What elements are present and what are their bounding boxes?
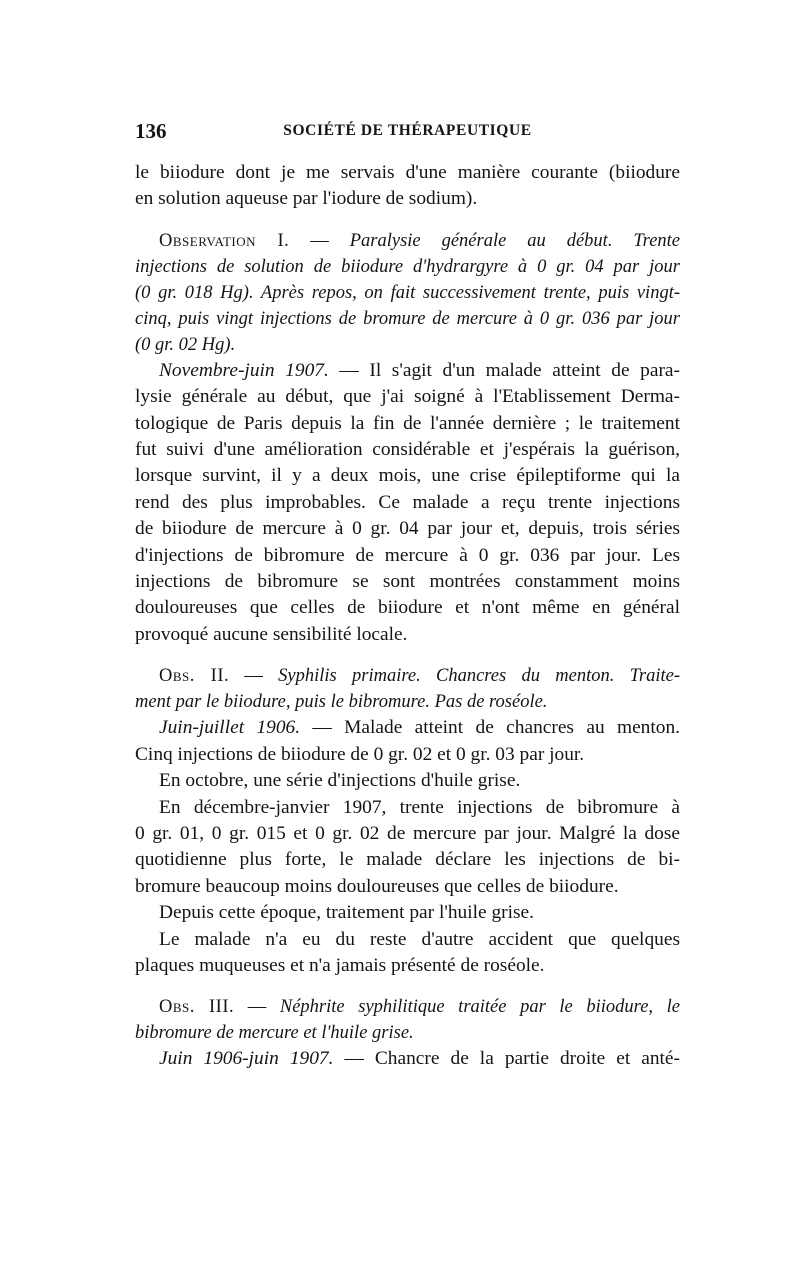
observation-title-line: (0 gr. 018 Hg). Après repos, on fait successivement trente, puis vingt- [135,282,680,303]
text-line: injections de bibromure se sont montrées constamment moins [135,571,680,593]
text-line [135,358,680,384]
observation-3-text [135,1046,680,1072]
observation-date: Juin 1906-juin 1907. [159,1048,334,1070]
text-line: en solution aqueuse par l'iodure de sodium). [135,188,478,210]
intro-paragraph [135,160,680,213]
dash: — [229,666,279,687]
text-line: lorsque survint, il y a deux mois, une crise épileptiforme qui la [135,465,680,487]
text-fragment: En octobre, une série d'injections d'huile grise. [159,770,521,792]
observation-label: Obs. II. [159,666,230,687]
observation-title-line: bibromure de mercure et l'huile grise. [135,1023,414,1044]
observation-date: Juin-juillet 1906. [159,717,301,739]
text-fragment: — Chancre de la partie droite et anté- [333,1048,680,1070]
text-line [135,768,680,794]
text-fragment: Le malade n'a eu du reste d'autre accident que quelques [159,928,680,950]
observation-2-text [135,715,680,979]
text-fragment: Depuis cette époque, traitement par l'huile grise. [159,902,535,924]
text-line: 0 gr. 01, 0 gr. 015 et 0 gr. 02 de mercure par jour. Malgré la dose [135,822,680,844]
observation-1-text [135,358,680,648]
page-number: 136 [135,119,167,143]
observation-1-heading [135,228,680,358]
text-fragment: En décembre-janvier 1907, trente injections de bibromure à [159,796,680,818]
observation-title: Syphilis primaire. Chancres du menton. Traite- [278,666,680,687]
observation-label: Observation I. [159,230,290,251]
text-line [135,663,680,689]
observation-3-heading [135,994,680,1046]
observation-title-line: (0 gr. 02 Hg). [135,334,236,355]
text-fragment: — Malade atteint de chancres au menton. [300,717,681,739]
text-line: Cinq injections de biiodure de 0 gr. 02 et 0 gr. 03 par jour. [135,743,585,765]
observation-title-line: injections de solution de biiodure d'hydrargyre à 0 gr. 04 par jour [135,256,680,277]
text-line: tologique de Paris depuis la fin de l'année dernière ; le traitement [135,412,680,434]
running-title: SOCIÉTÉ DE THÉRAPEUTIQUE [283,122,532,139]
observation-2-heading [135,663,680,715]
text-line: rend des plus improbables. Ce malade a reçu trente injections [135,491,680,513]
text-line [135,715,680,741]
dash: — [234,997,280,1018]
observation-date: Novembre-juin 1907. [159,359,329,381]
text-line: provoqué aucune sensibilité locale. [135,623,408,645]
observation-title-line: ment par le biiodure, puis le bibromure. Pas de roséole. [135,692,548,713]
text-line: quotidienne plus forte, le malade déclare les injections de bi- [135,849,680,871]
text-line: plaques muqueuses et n'a jamais présenté de roséole. [135,954,545,976]
text-line: de biiodure de mercure à 0 gr. 04 par jour et, depuis, trois séries [135,518,680,540]
text-line [135,927,680,953]
text-line: lysie générale au début, que j'ai soigné à l'Etablissement Derma- [135,386,680,408]
text-line: le biiodure dont je me servais d'une manière courante (biiodure [135,162,680,183]
observation-title-line: cinq, puis vingt injections de bromure de mercure à 0 gr. 036 par jour [135,308,680,329]
observation-label: Obs. III. [159,997,235,1018]
observation-title: Néphrite syphilitique traitée par le biiodure, le [279,997,680,1018]
text-line [135,795,680,821]
text-line [135,228,680,254]
text-fragment: — Il s'agit d'un malade atteint de para- [328,359,680,381]
text-line: fut suivi d'une amélioration considérable et j'espérais la guérison, [135,439,680,461]
text-line: d'injections de bibromure de mercure à 0 gr. 036 par jour. Les [135,544,680,566]
page-body [135,160,680,1073]
dash: — [289,230,350,251]
text-line [135,994,680,1020]
text-line [135,900,680,926]
text-line: douloureuses que celles de biiodure et n'ont même en général [135,597,680,619]
text-line: bromure beaucoup moins douloureuses que celles de biiodure. [135,875,619,897]
text-line [135,1046,680,1072]
observation-title: Paralysie générale au début. Trente [349,230,681,251]
page-header [135,119,680,143]
